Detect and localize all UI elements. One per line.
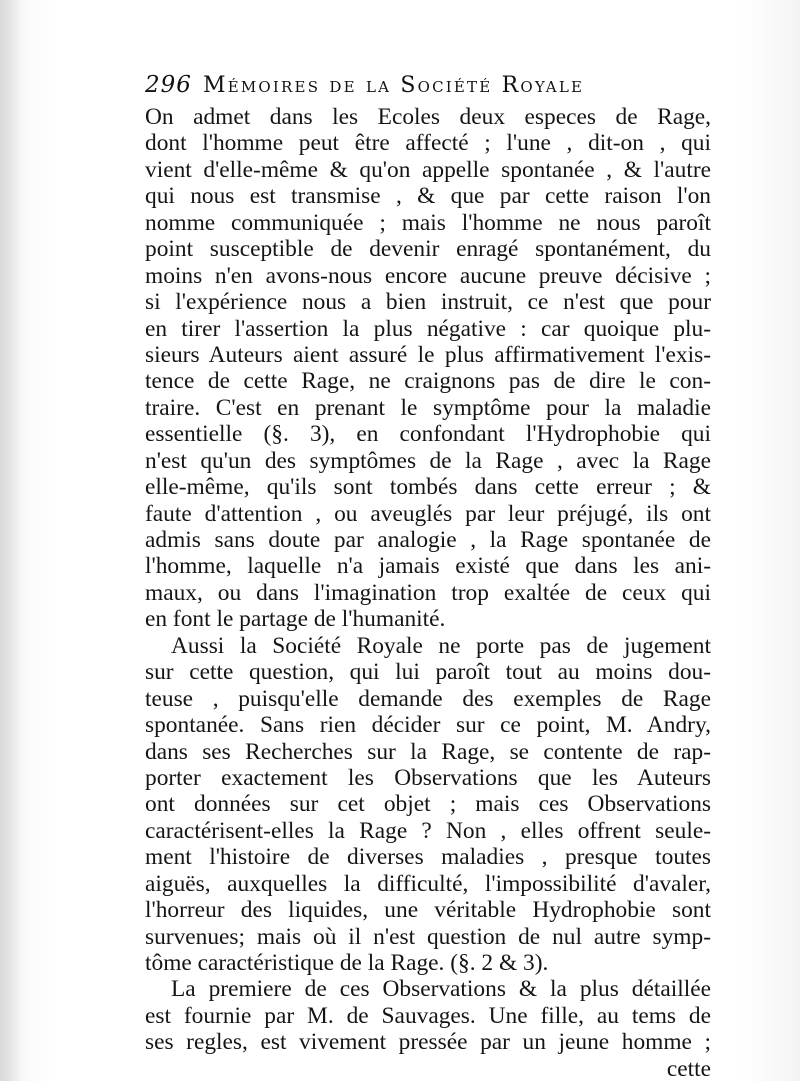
text-line: traire. C'est en prenant le symptôme pour la maladie — [145, 394, 711, 421]
text-line: vient d'elle-même & qu'on appelle spontanée , & l'autre — [145, 156, 711, 183]
text-line: en tirer l'assertion la plus négative : car quoique plu- — [145, 315, 711, 342]
text-line: teuse , puisqu'elle demande des exemples de Rage — [145, 685, 711, 712]
text-line: sieurs Auteurs aient assuré le plus affirmativement l'exis- — [145, 341, 711, 368]
running-title: Mémoires de la Société Royale — [203, 73, 585, 98]
text-line: Aussi la Société Royale ne porte pas de jugement — [171, 632, 711, 659]
text-line: spontanée. Sans rien décider sur ce point, M. Andry, — [145, 712, 711, 739]
text-line: tôme caractéristique de la Rage. (§. 2 & 3). — [145, 950, 549, 976]
text-line: aiguës, auxquelles la difficulté, l'impossibilité d'avaler, — [145, 870, 711, 897]
text-line: La premiere de ces Observations & la plus détaillée — [171, 976, 711, 1003]
text-line: si l'expérience nous a bien instruit, ce n'est que pour — [145, 289, 711, 316]
text-line: caractérisent-elles la Rage ? Non , elles offrent seule- — [145, 817, 711, 844]
text-line: moins n'en avons-nous encore aucune preuve décisive ; — [145, 262, 711, 289]
text-line: ont données sur cet objet ; mais ces Observations — [145, 791, 711, 818]
text-line: est fournie par M. de Sauvages. Une fille, au tems de — [145, 1002, 711, 1029]
text-line: On admet dans les Ecoles deux especes de Rage, — [145, 104, 711, 130]
text-line: point susceptible de devenir enragé spontanément, du — [145, 236, 711, 263]
text-line: nomme communiquée ; mais l'homme ne nous paroît — [145, 209, 711, 236]
body-text — [145, 104, 711, 1081]
text-line: l'homme, laquelle n'a jamais existé que dans les ani- — [145, 553, 711, 580]
text-line: porter exactement les Observations que les Auteurs — [145, 764, 711, 791]
catchword: cette — [666, 1055, 711, 1081]
text-line: faute d'attention , ou aveuglés par leur préjugé, ils ont — [145, 500, 711, 527]
text-line: en font le partage de l'humanité. — [145, 606, 446, 633]
text-line: ment l'histoire de diverses maladies , presque toutes — [145, 844, 711, 871]
page-header — [145, 72, 705, 108]
text-line: admis sans doute par analogie , la Rage spontanée de — [145, 527, 711, 553]
page-number: 296 — [145, 72, 192, 98]
text-line: essentielle (§. 3), en confondant l'Hydrophobie qui — [145, 421, 711, 448]
text-line: dans ses Recherches sur la Rage, se contente de rap- — [145, 738, 711, 765]
text-line: l'horreur des liquides, une véritable Hydrophobie sont — [145, 897, 711, 924]
text-line: sur cette question, qui lui paroît tout au moins dou- — [145, 659, 711, 686]
text-line: n'est qu'un des symptômes de la Rage , avec la Rage — [145, 447, 711, 474]
text-line: dont l'homme peut être affecté ; l'une , dit-on , qui — [145, 130, 711, 157]
page-gutter-shadow — [0, 0, 22, 1081]
text-line: elle-même, qu'ils sont tombés dans cette erreur ; & — [145, 474, 711, 501]
text-line: maux, ou dans l'imagination trop exaltée de ceux qui — [145, 579, 711, 606]
text-line: qui nous est transmise , & que par cette raison l'on — [145, 183, 711, 210]
text-line: tence de cette Rage, ne craignons pas de dire le con- — [145, 368, 711, 395]
text-line: survenues; mais où il n'est question de nul autre symp- — [145, 923, 711, 950]
text-line: ses regles, est vivement pressée par un jeune homme ; — [145, 1029, 711, 1056]
